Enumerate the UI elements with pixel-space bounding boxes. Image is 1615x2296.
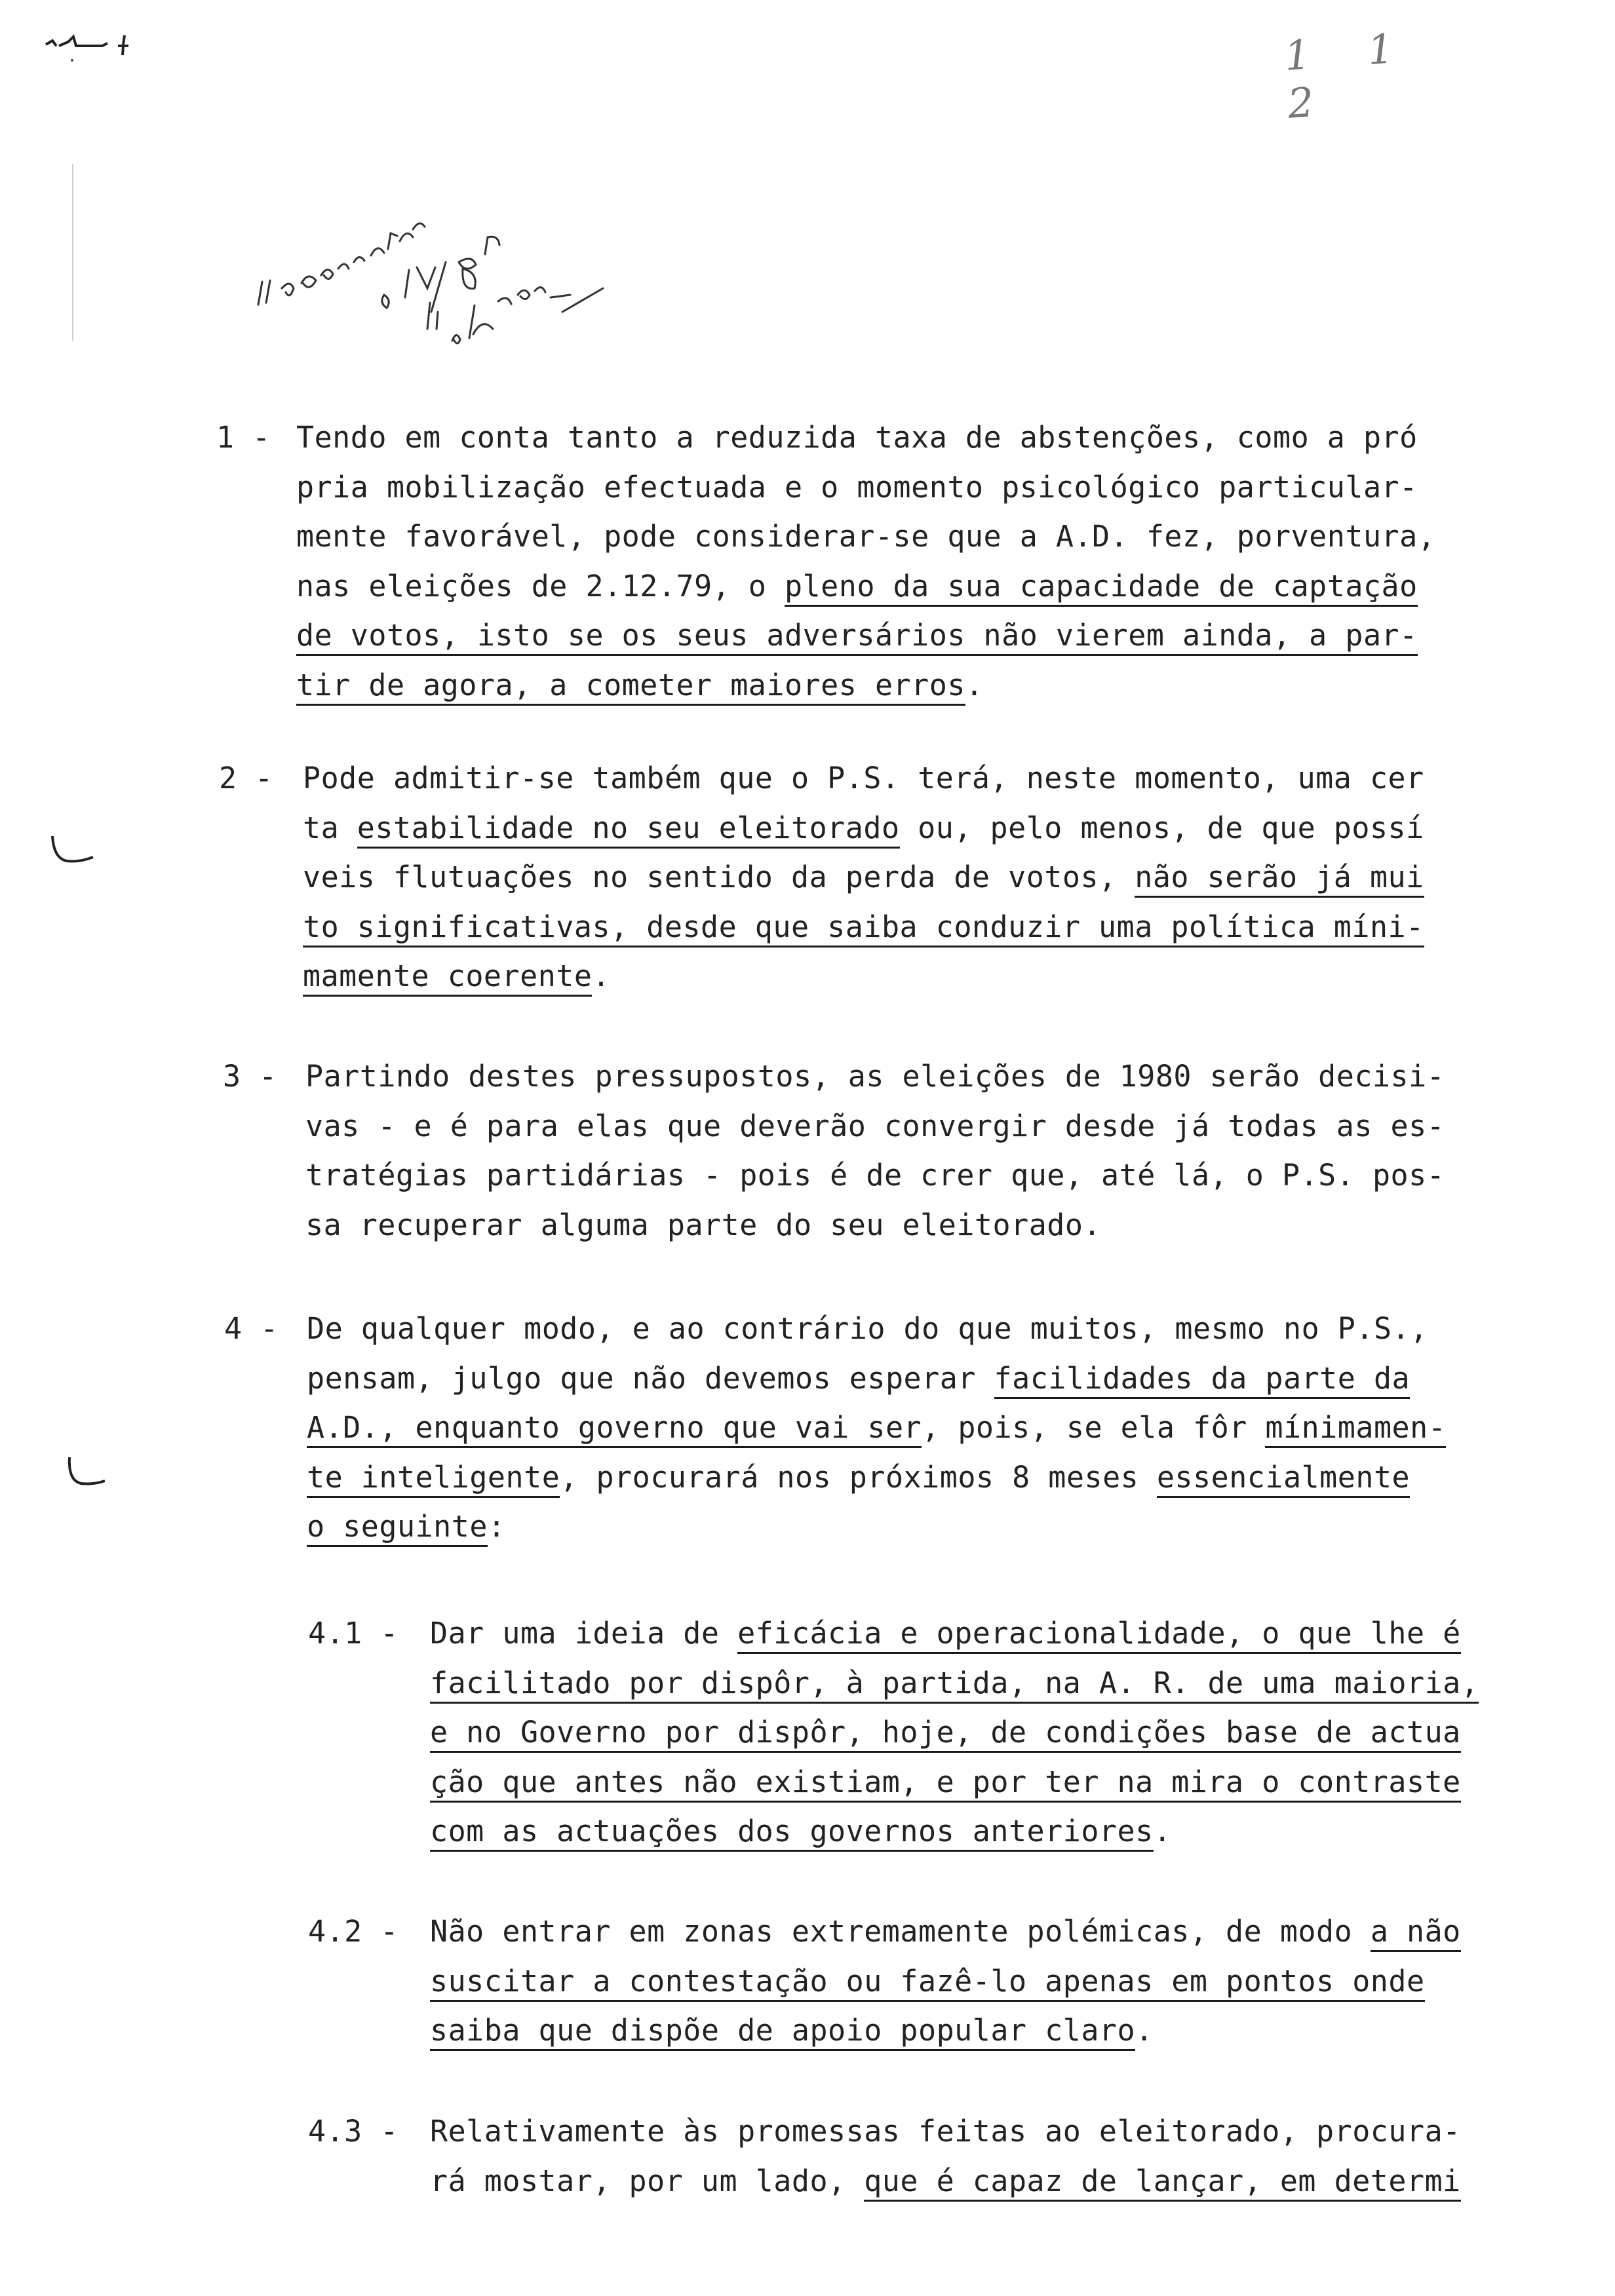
text-line [430, 2156, 1461, 2206]
text-segment: mente favorável, pode considerar-se que a A.D. fez, porventura, [296, 519, 1436, 554]
text-line [305, 1151, 1445, 1200]
paragraph-body [296, 413, 1435, 710]
text-segment: nas eleições de 2.12.79, o [296, 568, 785, 603]
underlined-text: A.D., enquanto governo que vai ser [307, 1410, 922, 1448]
text-line [430, 1807, 1479, 1856]
paragraph-4-3 [308, 2107, 1461, 2206]
underlined-text: te inteligente [307, 1460, 560, 1498]
text-segment: . [592, 959, 611, 993]
text-segment: Pode admitir-se também que o P.S. terá, neste momento, uma cer [303, 761, 1424, 795]
underlined-text: ção que antes não existiam, e por ter na mira o contraste [430, 1765, 1461, 1803]
underlined-text: tir de agora, a cometer maiores erros [296, 668, 965, 706]
underlined-text: suscitar a contestação ou fazê-lo apenas em pontos onde [430, 1964, 1425, 2002]
paragraph-body [307, 1304, 1446, 1552]
underlined-text: a não [1371, 1914, 1461, 1952]
text-line [296, 611, 1435, 660]
margin-bracket-mark [47, 832, 100, 871]
paragraph-3 [223, 1052, 1445, 1250]
paragraph-number: 4.1 - [308, 1616, 399, 1651]
text-line [305, 1101, 1445, 1151]
scribble-mark [39, 26, 170, 72]
underlined-text: mamente coerente [303, 959, 592, 997]
text-segment: rá mostar, por um lado, [430, 2163, 865, 2198]
text-line [307, 1304, 1446, 1354]
text-segment: veis flutuações no sentido da perda de votos, [303, 860, 1135, 894]
text-line [296, 660, 1435, 710]
text-segment: Partindo destes pressupostos, as eleições de 1980 serão decisi- [305, 1059, 1445, 1094]
paragraph-number: 4.3 - [308, 2114, 399, 2149]
text-line [430, 2006, 1461, 2056]
text-segment: Relativamente às promessas feitas ao eleitorado, procura- [430, 2114, 1461, 2149]
text-line [305, 1200, 1445, 1250]
text-segment: Dar uma ideia de [430, 1616, 738, 1651]
underlined-text: pleno da sua capacidade de captação [785, 569, 1418, 607]
text-line [430, 1757, 1479, 1807]
text-segment: pria mobilização efectuada e o momento psicológico particular- [296, 469, 1418, 505]
text-segment: sa recuperar alguma parte do seu eleitorado. [305, 1207, 1102, 1242]
underlined-text: com as actuações dos governos anteriores [430, 1814, 1154, 1852]
underlined-text: saiba que dispõe de apoio popular claro [430, 2013, 1135, 2051]
paragraph-number: 4.2 - [308, 1914, 399, 1949]
underlined-text: to significativas, desde que saiba conduzir uma política míni- [303, 909, 1424, 947]
text-line [430, 1907, 1461, 1957]
text-line [303, 754, 1424, 803]
text-line [307, 1502, 1446, 1552]
text-line [307, 1354, 1446, 1404]
underlined-text: essencialmente [1157, 1460, 1410, 1498]
text-line [430, 1658, 1479, 1708]
text-line [303, 803, 1424, 853]
text-segment: , pois, se ela fôr [922, 1410, 1266, 1445]
paragraph-2 [219, 754, 1424, 1001]
text-line [307, 1403, 1446, 1453]
paragraph-number: 1 - [216, 420, 271, 455]
text-segment: . [1153, 1814, 1172, 1848]
text-line [305, 1052, 1445, 1101]
text-line [430, 1708, 1479, 1757]
text-line [430, 2107, 1461, 2156]
text-line [303, 852, 1424, 902]
text-line [307, 1453, 1446, 1502]
paragraph-body [430, 2107, 1461, 2206]
paragraph-number: 3 - [223, 1059, 277, 1094]
text-line [296, 562, 1435, 611]
text-segment: De qualquer modo, e ao contrário do que muitos, mesmo no P.S., [307, 1311, 1428, 1346]
paragraph-1 [216, 413, 1435, 710]
text-segment: ou, pelo menos, de que possí [899, 810, 1424, 845]
handwritten-annotation [236, 157, 708, 373]
underlined-text: e no Governo por dispôr, hoje, de condições base de actua [430, 1715, 1461, 1753]
text-line [303, 902, 1424, 952]
text-segment: Tendo em conta tanto a reduzida taxa de abstenções, como a pró [296, 420, 1418, 455]
underlined-text: eficácia e operacionalidade, o que lhe é [737, 1616, 1461, 1654]
underlined-text: mínimamen- [1265, 1410, 1446, 1448]
text-segment: vas - e é para elas que deverão convergir desde já todas as es- [305, 1108, 1445, 1143]
underlined-text: facilitado por dispôr, à partida, na A. R. de uma maioria, [430, 1666, 1479, 1704]
paragraph-body [430, 1907, 1461, 2056]
underlined-text: o seguinte [307, 1509, 488, 1547]
underlined-text: estabilidade no seu eleitorado [357, 811, 900, 849]
text-line [430, 1957, 1461, 2006]
paragraph-4 [224, 1304, 1446, 1552]
underlined-text: de votos, isto se os seus adversários não vierem ainda, a par- [296, 618, 1418, 656]
text-line [430, 1609, 1479, 1658]
margin-bracket-mark [64, 1455, 117, 1494]
text-segment: pensam, julgo que não devemos esperar [307, 1360, 994, 1396]
text-line [296, 512, 1435, 562]
text-segment: . [1135, 2013, 1154, 2048]
paragraph-body [430, 1609, 1479, 1856]
text-line [296, 413, 1435, 463]
paragraph-body [305, 1052, 1445, 1250]
text-segment: : [487, 1509, 506, 1544]
underlined-text: que é capaz de lançar, em determi [864, 2164, 1461, 2202]
paragraph-body [303, 754, 1424, 1001]
underlined-text: não serão já mui [1135, 860, 1424, 898]
paragraph-number: 2 - [219, 761, 273, 795]
paragraph-number: 4 - [224, 1311, 279, 1346]
paragraph-4-1 [308, 1609, 1479, 1856]
text-segment: tratégias partidárias - pois é de crer que, até lá, o P.S. pos- [305, 1158, 1445, 1193]
text-segment: . [965, 667, 984, 702]
text-line [296, 463, 1435, 512]
text-segment: ta [303, 810, 357, 845]
margin-line [71, 164, 75, 341]
paragraph-4-2 [308, 1907, 1461, 2056]
text-line [303, 951, 1424, 1001]
text-segment: , procurará nos próximos 8 meses [560, 1459, 1157, 1495]
underlined-text: facilidades da parte da [994, 1361, 1411, 1399]
text-segment: Não entrar em zonas extremamente polémicas, de modo [430, 1914, 1371, 1949]
page-number: 1 1 2 [1283, 23, 1418, 128]
